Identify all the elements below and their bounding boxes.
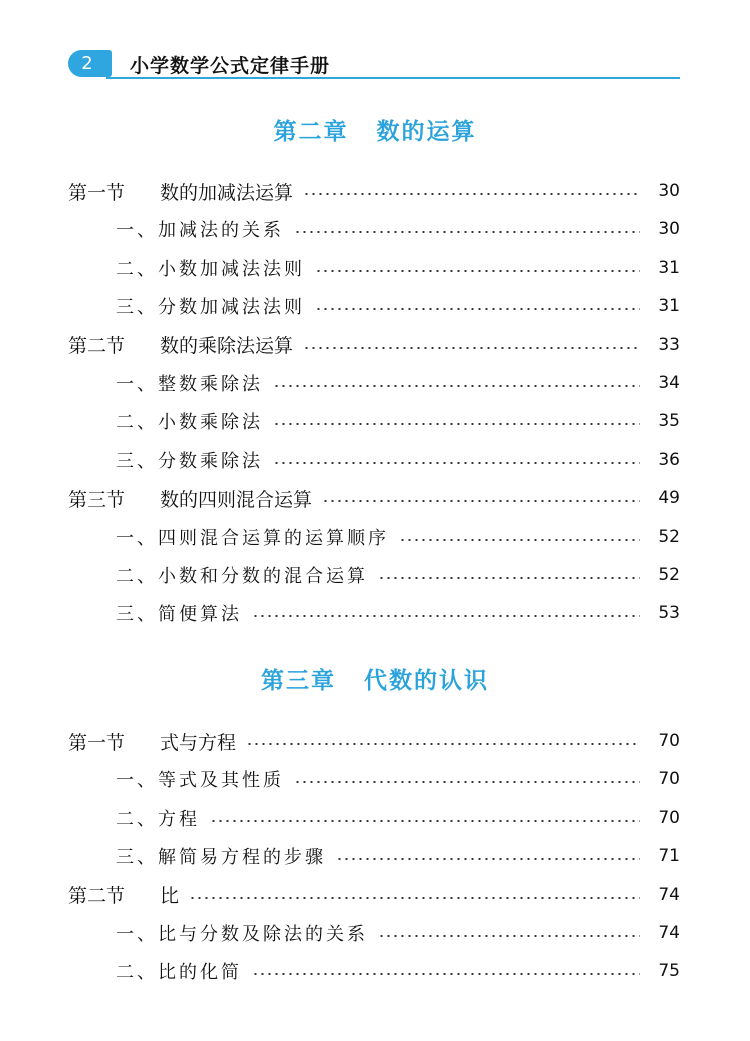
section-heading <box>68 485 312 512</box>
section-title: 式与方程 <box>160 731 237 754</box>
chapter-number: 第二章 <box>273 119 349 145</box>
dot-leader <box>315 270 640 272</box>
page-number: 36 <box>658 449 680 470</box>
section-number: 第二节 <box>68 885 126 908</box>
toc-item-row[interactable] <box>68 841 680 871</box>
page-number: 74 <box>658 884 680 905</box>
section-number: 第三节 <box>68 488 126 511</box>
page-number-badge: 2 <box>68 50 112 77</box>
toc-item-row[interactable] <box>68 406 680 436</box>
dot-leader <box>303 193 640 195</box>
page-number: 35 <box>658 411 680 432</box>
page-header <box>68 48 680 80</box>
chapter-title: 数的运算 <box>376 119 477 145</box>
page-number: 33 <box>658 334 680 355</box>
section-heading <box>68 331 293 358</box>
toc-item-row[interactable] <box>68 214 680 244</box>
dot-leader <box>210 820 640 822</box>
toc-item-row[interactable] <box>68 598 680 628</box>
dot-leader <box>322 500 640 502</box>
toc-item-row[interactable] <box>68 764 680 794</box>
item-title: 一、比与分数及除法的关系 <box>116 924 368 945</box>
dot-leader <box>399 539 640 541</box>
dot-leader <box>273 385 640 387</box>
item-title: 二、小数乘除法 <box>116 412 263 434</box>
dot-leader <box>378 577 640 579</box>
item-title: 二、小数和分数的混合运算 <box>116 566 368 587</box>
dot-leader <box>246 743 640 745</box>
page-number: 71 <box>658 846 680 867</box>
item-title: 三、分数加减法法则 <box>116 297 305 319</box>
item-title: 一、四则混合运算的运算顺序 <box>116 527 389 549</box>
item-title: 一、等式及其性质 <box>116 770 284 792</box>
chapter-number: 第三章 <box>261 668 336 694</box>
toc-item-row[interactable] <box>68 253 680 283</box>
item-title: 二、比的化简 <box>116 962 242 984</box>
book-title: 小学数学公式定律手册 <box>130 55 331 77</box>
dot-leader <box>189 897 640 899</box>
toc-item-row[interactable] <box>68 522 680 552</box>
item-title: 二、小数加减法法则 <box>116 258 305 280</box>
dot-leader <box>273 462 640 464</box>
dot-leader <box>303 347 640 349</box>
page-number: 30 <box>658 181 680 201</box>
section-title: 数的加减法运算 <box>160 181 294 204</box>
chapter-heading <box>0 113 750 146</box>
page-number: 70 <box>658 769 680 790</box>
item-title: 三、分数乘除法 <box>116 450 263 472</box>
dot-leader <box>315 308 640 310</box>
dot-leader <box>294 781 640 783</box>
page-number: 52 <box>658 526 680 547</box>
page-number: 75 <box>658 961 680 982</box>
section-number: 第一节 <box>68 731 126 754</box>
page-number: 70 <box>658 731 680 751</box>
section-title: 数的四则混合运算 <box>160 488 313 511</box>
toc-section-row[interactable] <box>68 726 680 756</box>
dot-leader <box>294 231 640 233</box>
toc-item-row[interactable] <box>68 291 680 321</box>
item-title: 一、加减法的关系 <box>116 220 284 242</box>
page-number: 34 <box>658 373 680 393</box>
chapter-heading <box>0 662 750 695</box>
chapter-title: 代数的认识 <box>364 668 489 694</box>
dot-leader <box>252 615 640 617</box>
section-heading <box>68 728 236 755</box>
section-title: 数的乘除法运算 <box>160 335 294 358</box>
dot-leader <box>336 858 640 860</box>
page-number: 53 <box>658 603 680 624</box>
section-title: 比 <box>160 885 180 908</box>
section-heading <box>68 881 179 908</box>
toc-item-row[interactable] <box>68 368 680 398</box>
section-number: 第二节 <box>68 335 126 358</box>
section-heading <box>68 178 293 205</box>
page-number: 31 <box>658 257 680 278</box>
toc-section-row[interactable] <box>68 483 680 513</box>
item-title: 二、方程 <box>116 808 200 830</box>
section-number: 第一节 <box>68 181 126 204</box>
item-title: 三、解简易方程的步骤 <box>116 847 326 869</box>
toc-item-row[interactable] <box>68 918 680 948</box>
item-title: 三、简便算法 <box>116 604 242 626</box>
page-number: 74 <box>658 923 680 943</box>
toc-item-row[interactable] <box>68 445 680 475</box>
toc-section-row[interactable] <box>68 330 680 360</box>
page-number: 31 <box>658 296 680 317</box>
page-number: 49 <box>658 488 680 509</box>
dot-leader <box>252 973 640 975</box>
page-number: 70 <box>658 807 680 828</box>
page-number: 30 <box>658 219 680 240</box>
toc-section-row[interactable] <box>68 176 680 206</box>
item-title: 一、整数乘除法 <box>116 374 263 395</box>
toc-item-row[interactable] <box>68 560 680 590</box>
page-number: 52 <box>658 565 680 585</box>
toc-section-row[interactable] <box>68 880 680 910</box>
toc-item-row[interactable] <box>68 956 680 986</box>
dot-leader <box>378 935 640 937</box>
dot-leader <box>273 423 640 425</box>
toc-item-row[interactable] <box>68 803 680 833</box>
